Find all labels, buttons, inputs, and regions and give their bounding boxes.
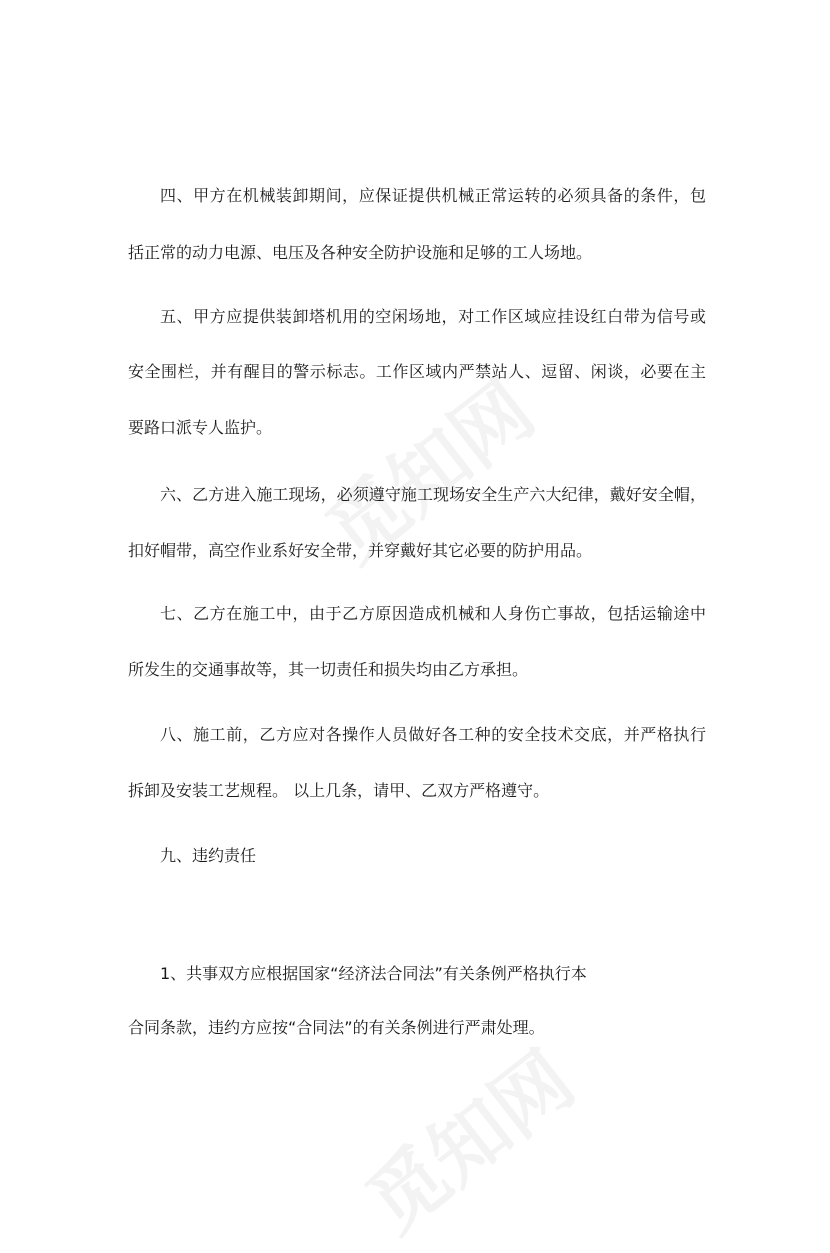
clause-5-line-2: 安全围栏，并有醒目的警示标志。工作区域内严禁站人、逗留、闲谈，必要在主 <box>128 362 706 381</box>
clause-6-line-1: 六、乙方进入施工现场，必须遵守施工现场安全生产六大纪律，戴好安全帽， <box>160 485 706 504</box>
clause-6-line-2: 扣好帽带，高空作业系好安全带，并穿戴好其它必要的防护用品。 <box>128 541 593 560</box>
clause-7-line-2: 所发生的交通事故等，其一切责任和损失均由乙方承担。 <box>128 660 529 679</box>
clause-4-line-2: 括正常的动力电源、电压及各种安全防护设施和足够的工人场地。 <box>128 243 593 262</box>
watermark-text <box>340 1021 593 1253</box>
clause-7-line-1: 七、乙方在施工中，由于乙方原因造成机械和人身伤亡事故，包括运输途中 <box>160 604 706 623</box>
clause-9-heading: 九、违约责任 <box>160 846 257 865</box>
clause-5-line-3: 要路口派专人监护。 <box>128 418 273 437</box>
clause-4-line-1: 四、甲方在机械装卸期间，应保证提供机械正常运转的必须具备的条件，包 <box>160 186 706 205</box>
clause-8-line-2: 拆卸及安装工艺规程。 以上几条，请甲、乙双方严格遵守。 <box>128 781 550 800</box>
clause-8-line-1: 八、施工前，乙方应对各操作人员做好各工种的安全技术交底，并严格执行 <box>160 725 706 744</box>
item-1-line-2: 合同条款，违约方应按“合同法”的有关条例进行严肃处理。 <box>128 1018 545 1037</box>
clause-5-line-1: 五、甲方应提供装卸塔机用的空闲场地，对工作区域应挂设红白带为信号或 <box>160 307 706 326</box>
item-1-line-1: 1、共事双方应根据国家“经济法合同法”有关条例严格执行本 <box>160 964 587 983</box>
